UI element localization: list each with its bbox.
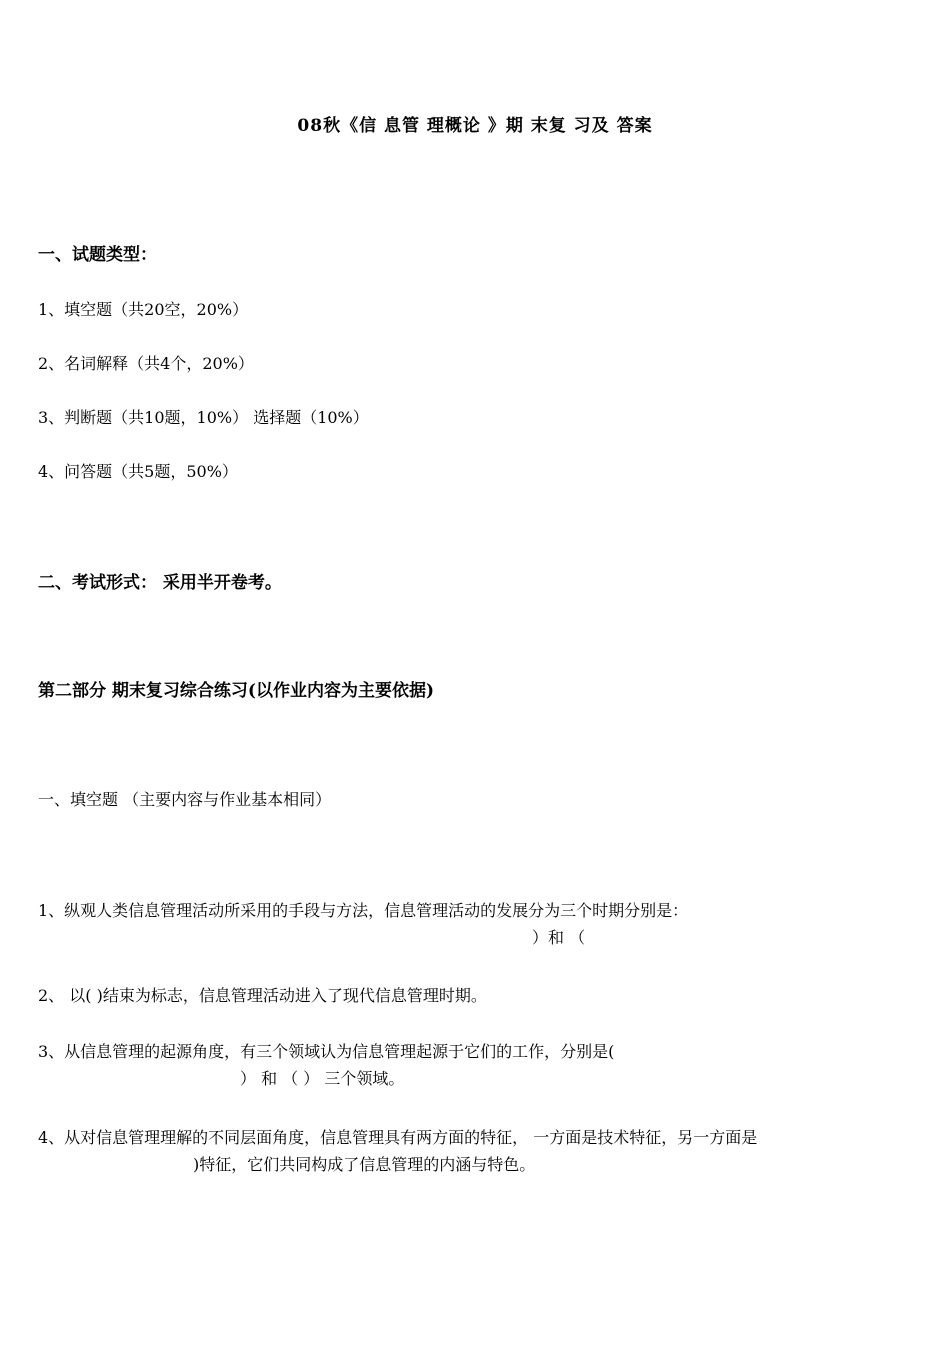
section-heading-question-types: 一、试题类型： [38,245,157,265]
fill-blank-heading: 一、填空题 （主要内容与作业基本相同） [38,790,332,809]
question-3-line-2: ） 和 （ ） 三个领域。 [240,1069,405,1088]
question-4-line-1: 4、从对信息管理理解的不同层面角度，信息管理具有两方面的特征， 一方面是技术特征，另一方面是 [38,1128,758,1147]
question-type-item: 2、名词解释（共4个，20%） [38,354,254,373]
question-type-item: 1、填空题（共20空，20%） [38,300,249,319]
question-1-line-1: 1、纵观人类信息管理活动所采用的手段与方法，信息管理活动的发展分为三个时期分别是： [38,901,689,920]
question-type-item: 3、判断题（共10题，10%） 选择题（10%） [38,408,369,427]
document-title: 08秋《信 息管 理概论 》期 末复 习及 答案 [297,116,653,136]
question-2-line-1: 2、 以( )结束为标志，信息管理活动进入了现代信息管理时期。 [38,986,487,1005]
section-heading-exam-format: 二、考试形式： 采用半开卷考。 [38,573,282,593]
question-type-item: 4、问答题（共5题，50%） [38,462,238,481]
part-two-heading: 第二部分 期末复习综合练习(以作业内容为主要依据) [38,681,435,701]
question-3-line-1: 3、从信息管理的起源角度，有三个领域认为信息管理起源于它们的工作，分别是( [38,1042,615,1061]
question-1-line-2: ）和 （ [532,928,586,947]
question-4-line-2: )特征，它们共同构成了信息管理的内涵与特色。 [193,1155,536,1174]
